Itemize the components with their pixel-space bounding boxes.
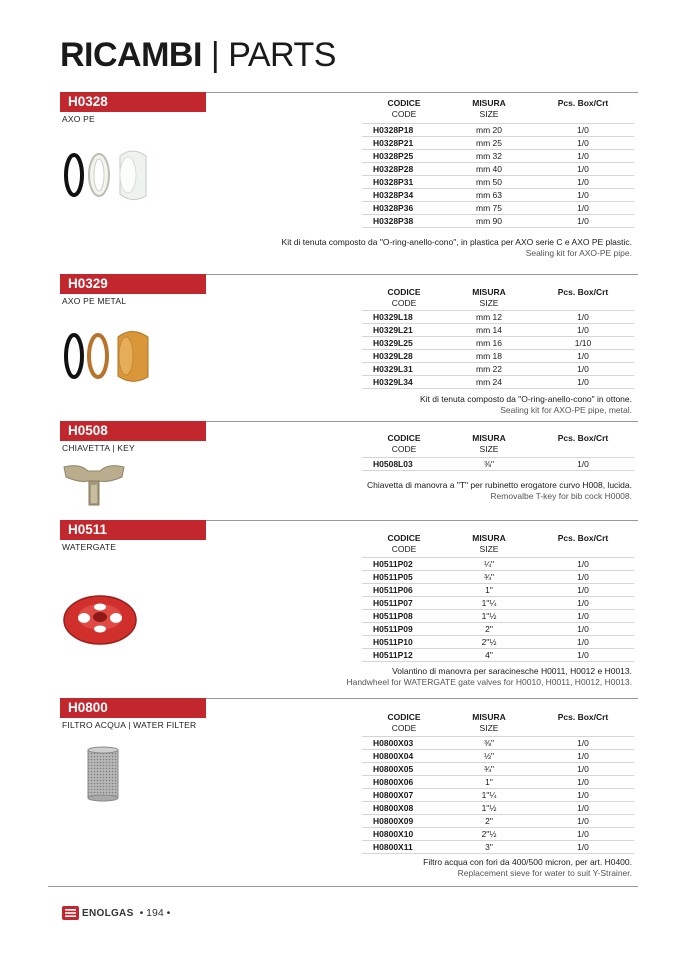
table-row bbox=[362, 558, 634, 571]
table-row bbox=[362, 376, 634, 389]
part-code: H0800X07 bbox=[373, 790, 414, 800]
part-size: 1" bbox=[485, 777, 493, 787]
part-size: mm 63 bbox=[476, 190, 502, 200]
table-row bbox=[362, 802, 634, 815]
table-row bbox=[362, 737, 634, 750]
part-pcs: 1/0 bbox=[577, 559, 589, 569]
parts-table bbox=[362, 557, 634, 662]
part-code: H0800X08 bbox=[373, 803, 414, 813]
part-code: H0800X09 bbox=[373, 816, 414, 826]
part-pcs: 1/0 bbox=[577, 125, 589, 135]
part-size: 2"½ bbox=[481, 829, 497, 839]
part-pcs: 1/0 bbox=[577, 164, 589, 174]
part-code: H0511P02 bbox=[373, 559, 413, 569]
section-subtitle: AXO PE bbox=[62, 114, 95, 124]
table-row bbox=[362, 623, 634, 636]
page-title: RICAMBI | PARTS bbox=[60, 36, 336, 74]
part-size: 4" bbox=[485, 650, 493, 660]
col-code-header: CODICE CODE bbox=[387, 98, 421, 119]
col-size-header: MISURA SIZE bbox=[472, 433, 506, 454]
part-code: H0511P08 bbox=[373, 611, 413, 621]
part-code: H0329L25 bbox=[373, 338, 413, 348]
page-number: • 194 • bbox=[139, 907, 171, 919]
part-size: ⅜" bbox=[483, 459, 495, 469]
part-size: ¼" bbox=[483, 559, 495, 569]
part-code: H0511P10 bbox=[373, 637, 413, 647]
part-pcs: 1/0 bbox=[577, 650, 589, 660]
footer-divider bbox=[48, 886, 638, 887]
part-size: mm 14 bbox=[476, 325, 502, 335]
part-pcs: 1/0 bbox=[577, 738, 589, 748]
part-pcs: 1/0 bbox=[577, 377, 589, 387]
col-pcs-header: Pcs. Box/Crt bbox=[557, 98, 609, 108]
section-subtitle: AXO PE METAL bbox=[62, 296, 127, 306]
table-row bbox=[362, 150, 634, 163]
part-pcs: 1/0 bbox=[577, 459, 589, 469]
col-pcs-header: Pcs. Box/Crt bbox=[557, 287, 609, 297]
table-row bbox=[362, 750, 634, 763]
part-size: mm 12 bbox=[476, 312, 502, 322]
footer bbox=[62, 906, 170, 920]
col-size-header: MISURA SIZE bbox=[472, 712, 506, 733]
enolgas-logo-icon bbox=[62, 906, 79, 920]
part-code: H0329L34 bbox=[373, 377, 413, 387]
part-size: ¾" bbox=[483, 764, 495, 774]
part-size: 2"½ bbox=[481, 637, 497, 647]
part-pcs: 1/0 bbox=[577, 216, 589, 226]
part-code: H0329L18 bbox=[373, 312, 413, 322]
part-pcs: 1/0 bbox=[577, 190, 589, 200]
part-code: H0328P21 bbox=[373, 138, 414, 148]
section-code: H0328 bbox=[60, 92, 206, 112]
part-code: H0328P36 bbox=[373, 203, 414, 213]
part-pcs: 1/0 bbox=[577, 203, 589, 213]
parts-table bbox=[362, 457, 634, 471]
table-row bbox=[362, 350, 634, 363]
part-pcs: 1/0 bbox=[577, 751, 589, 761]
section-code: H0800 bbox=[60, 698, 206, 718]
section-description: Volantino di manovra per saracinesche H0011, H0012 e H0013. Handwheel for WATERGATE gate valves for H0010, H0011, H0012, H0013. bbox=[346, 666, 632, 687]
brand-name: ENOLGAS bbox=[82, 907, 134, 919]
part-code: H0329L21 bbox=[373, 325, 413, 335]
part-size: 1"½ bbox=[481, 611, 497, 621]
part-size: 1"¼ bbox=[481, 790, 497, 800]
part-code: H0800X03 bbox=[373, 738, 414, 748]
col-size-header: MISURA SIZE bbox=[472, 98, 506, 119]
part-pcs: 1/0 bbox=[577, 585, 589, 595]
axo-pe-metal-seal-kit-image bbox=[60, 328, 160, 386]
part-size: ½" bbox=[483, 751, 495, 761]
col-code-header: CODICE CODE bbox=[387, 433, 421, 454]
part-size: mm 50 bbox=[476, 177, 502, 187]
col-pcs-header: Pcs. Box/Crt bbox=[557, 433, 609, 443]
part-code: H0328P25 bbox=[373, 151, 414, 161]
part-pcs: 1/0 bbox=[577, 637, 589, 647]
part-size: 2" bbox=[485, 816, 493, 826]
table-row bbox=[362, 363, 634, 376]
parts-table bbox=[362, 736, 634, 854]
col-code-header: CODICE CODE bbox=[387, 712, 421, 733]
part-code: H0329L31 bbox=[373, 364, 413, 374]
col-code-header: CODICE CODE bbox=[387, 533, 421, 554]
part-size: mm 90 bbox=[476, 216, 502, 226]
col-pcs-header: Pcs. Box/Crt bbox=[557, 533, 609, 543]
part-size: mm 75 bbox=[476, 203, 502, 213]
part-code: H0511P06 bbox=[373, 585, 413, 595]
table-row bbox=[362, 597, 634, 610]
section-subtitle: FILTRO ACQUA | WATER FILTER bbox=[62, 720, 197, 730]
section-code: H0329 bbox=[60, 274, 206, 294]
part-code: H0328P38 bbox=[373, 216, 414, 226]
section-description: Chiavetta di manovra a "T" per rubinetto erogatore curvo H008, lucida. Removalbe T-key for bib cock H0008. bbox=[367, 480, 632, 501]
section-h0508 bbox=[60, 421, 638, 517]
part-pcs: 1/0 bbox=[577, 325, 589, 335]
part-size: mm 20 bbox=[476, 125, 502, 135]
part-code: H0328P34 bbox=[373, 190, 414, 200]
table-row bbox=[362, 763, 634, 776]
col-pcs-header: Pcs. Box/Crt bbox=[557, 712, 609, 722]
table-row bbox=[362, 636, 634, 649]
table-row bbox=[362, 789, 634, 802]
part-pcs: 1/0 bbox=[577, 312, 589, 322]
part-code: H0328P18 bbox=[373, 125, 414, 135]
part-pcs: 1/0 bbox=[577, 364, 589, 374]
handwheel-image bbox=[60, 586, 140, 652]
part-size: 3" bbox=[485, 842, 493, 852]
part-size: 1"½ bbox=[481, 803, 497, 813]
part-pcs: 1/10 bbox=[574, 338, 592, 348]
part-code: H0800X06 bbox=[373, 777, 414, 787]
part-code: H0328P28 bbox=[373, 164, 414, 174]
part-code: H0511P05 bbox=[373, 572, 413, 582]
table-row bbox=[362, 828, 634, 841]
part-size: mm 18 bbox=[476, 351, 502, 361]
col-code-header: CODICE CODE bbox=[387, 287, 421, 308]
table-row bbox=[362, 571, 634, 584]
part-size: mm 22 bbox=[476, 364, 502, 374]
table-row bbox=[362, 458, 634, 471]
part-code: H0511P09 bbox=[373, 624, 413, 634]
part-pcs: 1/0 bbox=[577, 816, 589, 826]
part-pcs: 1/0 bbox=[577, 829, 589, 839]
part-size: ¾" bbox=[483, 572, 495, 582]
table-row bbox=[362, 189, 634, 202]
part-pcs: 1/0 bbox=[577, 138, 589, 148]
section-code: H0508 bbox=[60, 421, 206, 441]
table-row bbox=[362, 202, 634, 215]
table-row bbox=[362, 163, 634, 176]
part-size: 1"¼ bbox=[481, 598, 497, 608]
table-row bbox=[362, 311, 634, 324]
part-pcs: 1/0 bbox=[577, 351, 589, 361]
part-code: H0511P07 bbox=[373, 598, 413, 608]
part-pcs: 1/0 bbox=[577, 624, 589, 634]
table-row bbox=[362, 841, 634, 854]
table-row bbox=[362, 337, 634, 350]
part-size: 2" bbox=[485, 624, 493, 634]
part-pcs: 1/0 bbox=[577, 177, 589, 187]
part-code: H0508L03 bbox=[373, 459, 413, 469]
table-row bbox=[362, 324, 634, 337]
table-row bbox=[362, 124, 634, 137]
part-pcs: 1/0 bbox=[577, 598, 589, 608]
part-code: H0800X10 bbox=[373, 829, 414, 839]
part-size: mm 16 bbox=[476, 338, 502, 348]
part-pcs: 1/0 bbox=[577, 611, 589, 621]
part-pcs: 1/0 bbox=[577, 764, 589, 774]
table-row bbox=[362, 215, 634, 228]
table-row bbox=[362, 610, 634, 623]
section-description: Kit di tenuta composto da "O-ring-anello-cono" in ottone. Sealing kit for AXO-PE pipe, metal. bbox=[419, 394, 632, 415]
table-row bbox=[362, 649, 634, 662]
part-size: mm 25 bbox=[476, 138, 502, 148]
part-code: H0328P31 bbox=[373, 177, 414, 187]
part-pcs: 1/0 bbox=[577, 572, 589, 582]
part-pcs: 1/0 bbox=[577, 842, 589, 852]
part-size: mm 24 bbox=[476, 377, 502, 387]
parts-table bbox=[362, 123, 634, 228]
section-h0800 bbox=[60, 698, 638, 882]
water-filter-image bbox=[84, 746, 124, 802]
section-subtitle: WATERGATE bbox=[62, 542, 117, 552]
table-row bbox=[362, 176, 634, 189]
part-size: 1" bbox=[485, 585, 493, 595]
table-row bbox=[362, 776, 634, 789]
col-size-header: MISURA SIZE bbox=[472, 287, 506, 308]
table-row bbox=[362, 137, 634, 150]
part-code: H0800X11 bbox=[373, 842, 413, 852]
part-code: H0329L28 bbox=[373, 351, 413, 361]
part-size: mm 40 bbox=[476, 164, 502, 174]
part-code: H0800X04 bbox=[373, 751, 414, 761]
section-code: H0511 bbox=[60, 520, 206, 540]
part-pcs: 1/0 bbox=[577, 151, 589, 161]
section-subtitle: CHIAVETTA | KEY bbox=[62, 443, 135, 453]
part-pcs: 1/0 bbox=[577, 790, 589, 800]
part-code: H0800X05 bbox=[373, 764, 414, 774]
section-h0328 bbox=[60, 92, 638, 262]
table-row bbox=[362, 584, 634, 597]
part-size: ⅜" bbox=[483, 738, 495, 748]
section-h0329 bbox=[60, 274, 638, 418]
section-description: Filtro acqua con fori da 400/500 micron, per art. H0400. Replacement sieve for water to suit Y-Strainer. bbox=[423, 857, 632, 878]
part-pcs: 1/0 bbox=[577, 803, 589, 813]
table-row bbox=[362, 815, 634, 828]
section-description: Kit di tenuta composto da "O-ring-anello-cono", in plastica per AXO serie C e AXO PE plastic. Sealing kit for AXO-PE pipe. bbox=[281, 237, 632, 258]
part-code: H0511P12 bbox=[373, 650, 413, 660]
col-size-header: MISURA SIZE bbox=[472, 533, 506, 554]
part-pcs: 1/0 bbox=[577, 777, 589, 787]
t-key-image bbox=[60, 461, 130, 509]
part-size: mm 32 bbox=[476, 151, 502, 161]
parts-table bbox=[362, 310, 634, 389]
section-h0511 bbox=[60, 520, 638, 690]
axo-pe-seal-kit-image bbox=[60, 148, 160, 206]
